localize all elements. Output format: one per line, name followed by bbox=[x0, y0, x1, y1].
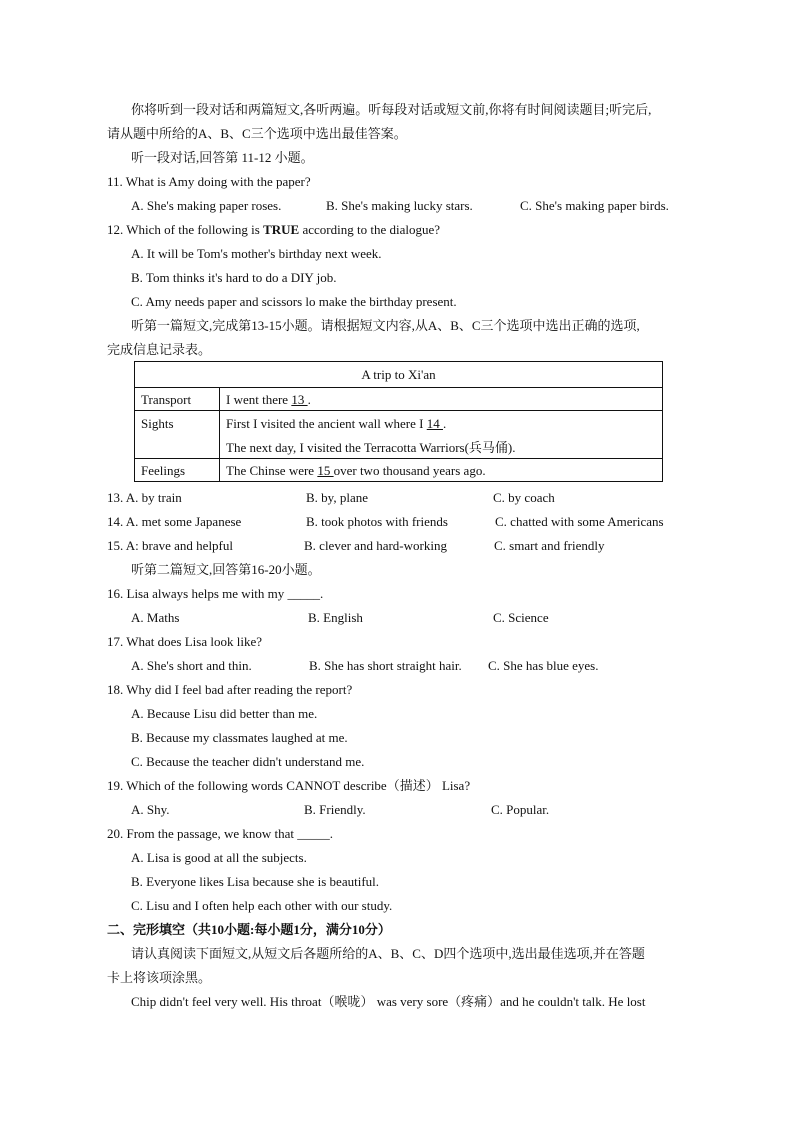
q19-stem: 19. Which of the following words CANNOT describe（描述） Lisa? bbox=[107, 778, 471, 793]
table-row-label: Sights bbox=[141, 416, 174, 431]
q12-stem-pre: 12. Which of the following is bbox=[107, 222, 264, 237]
table-row-label: Transport bbox=[141, 392, 192, 407]
q20-option-b: B. Everyone likes Lisa because she is beautiful. bbox=[131, 874, 380, 889]
q19-option-b: B. Friendly. bbox=[304, 802, 366, 817]
q12-stem-post: according to the dialogue? bbox=[299, 222, 441, 237]
q18-option-b: B. Because my classmates laughed at me. bbox=[131, 730, 348, 745]
q12-option-b: B. Tom thinks it's hard to do a DIY job. bbox=[131, 270, 337, 285]
passage2-heading: 听第二篇短文,回答第16-20小题。 bbox=[131, 562, 321, 577]
q13-option-a: 13. A. by train bbox=[107, 490, 182, 505]
q17-option-b: B. She has short straight hair. bbox=[309, 658, 462, 673]
section2-instructions-1: 请认真阅读下面短文,从短文后各题所给的A、B、C、D四个选项中,选出最佳选项,并在答题 bbox=[131, 946, 645, 961]
q11-option-a: A. She's making paper roses. bbox=[131, 198, 282, 213]
q18-option-a: A. Because Lisu did better than me. bbox=[131, 706, 318, 721]
blank-14: 14 bbox=[426, 416, 443, 431]
q12-stem-bold: TRUE bbox=[263, 222, 300, 237]
q11-option-b: B. She's making lucky stars. bbox=[326, 198, 473, 213]
table-row-text: The Chinse were 15 over two thousand years ago. bbox=[226, 463, 486, 478]
table-row bbox=[135, 411, 662, 459]
q17-stem: 17. What does Lisa look like? bbox=[107, 634, 263, 649]
q18-option-c: C. Because the teacher didn't understand me. bbox=[131, 754, 365, 769]
info-record-table bbox=[134, 361, 663, 482]
q18-stem: 18. Why did I feel bad after reading the report? bbox=[107, 682, 353, 697]
q12-option-a: A. It will be Tom's mother's birthday next week. bbox=[131, 246, 382, 261]
table-row-text-2: The next day, I visited the Terracotta Warriors(兵马俑). bbox=[226, 440, 516, 455]
q20-option-c: C. Lisu and I often help each other with our study. bbox=[131, 898, 393, 913]
q19-option-a: A. Shy. bbox=[131, 802, 170, 817]
passage1-line-1: 听第一篇短文,完成第13-15小题。请根据短文内容,从A、B、C三个选项中选出正确的选项, bbox=[131, 318, 640, 333]
q14-option-a: 14. A. met some Japanese bbox=[107, 514, 242, 529]
q11-stem: 11. What is Amy doing with the paper? bbox=[107, 174, 311, 189]
q13-option-c: C. by coach bbox=[493, 490, 555, 505]
section2-heading: 二、完形填空（共10小题:每小题1分，满分10分） bbox=[107, 922, 391, 937]
q20-option-a: A. Lisa is good at all the subjects. bbox=[131, 850, 307, 865]
q16-stem: 16. Lisa always helps me with my _____. bbox=[107, 586, 324, 601]
blank-15: 15 bbox=[317, 463, 334, 478]
intro-line-1: 你将听到一段对话和两篇短文,各听两遍。听每段对话或短文前,你将有时间阅读题目;听完后, bbox=[131, 102, 652, 117]
q19-option-c: C. Popular. bbox=[491, 802, 550, 817]
intro-line-2: 请从题中所给的A、B、C三个选项中选出最佳答案。 bbox=[107, 126, 407, 141]
q16-option-b: B. English bbox=[308, 610, 363, 625]
q15-option-c: C. smart and friendly bbox=[494, 538, 605, 553]
section2-instructions-2: 卡上将该项涂黑。 bbox=[107, 970, 212, 985]
table-row-text: I went there 13 . bbox=[226, 392, 311, 407]
table-row bbox=[135, 459, 662, 482]
table-row-text: First I visited the ancient wall where I 14 . bbox=[226, 416, 447, 431]
q12-stem bbox=[107, 222, 440, 238]
q11-option-c: C. She's making paper birds. bbox=[520, 198, 669, 213]
q16-option-a: A. Maths bbox=[131, 610, 180, 625]
q14-option-b: B. took photos with friends bbox=[306, 514, 448, 529]
q13-option-b: B. by, plane bbox=[306, 490, 368, 505]
q12-option-c: C. Amy needs paper and scissors lo make the birthday present. bbox=[131, 294, 457, 309]
dialogue-heading: 听一段对话,回答第 11-12 小题。 bbox=[131, 150, 314, 165]
q20-stem: 20. From the passage, we know that _____. bbox=[107, 826, 334, 841]
q14-option-c: C. chatted with some Americans bbox=[495, 514, 664, 529]
q17-option-c: C. She has blue eyes. bbox=[488, 658, 599, 673]
blank-13: 13 bbox=[291, 392, 308, 407]
q15-option-a: 15. A: brave and helpful bbox=[107, 538, 233, 553]
cloze-passage-line-1: Chip didn't feel very well. His throat（喉咙） was very sore（疼痛）and he couldn't talk. He lost bbox=[131, 994, 646, 1009]
passage1-line-2: 完成信息记录表。 bbox=[107, 342, 212, 357]
q16-option-c: C. Science bbox=[493, 610, 549, 625]
table-title: A trip to Xi'an bbox=[135, 362, 662, 388]
q17-option-a: A. She's short and thin. bbox=[131, 658, 252, 673]
table-row bbox=[135, 388, 662, 411]
table-row-label: Feelings bbox=[141, 463, 186, 478]
q15-option-b: B. clever and hard-working bbox=[304, 538, 447, 553]
